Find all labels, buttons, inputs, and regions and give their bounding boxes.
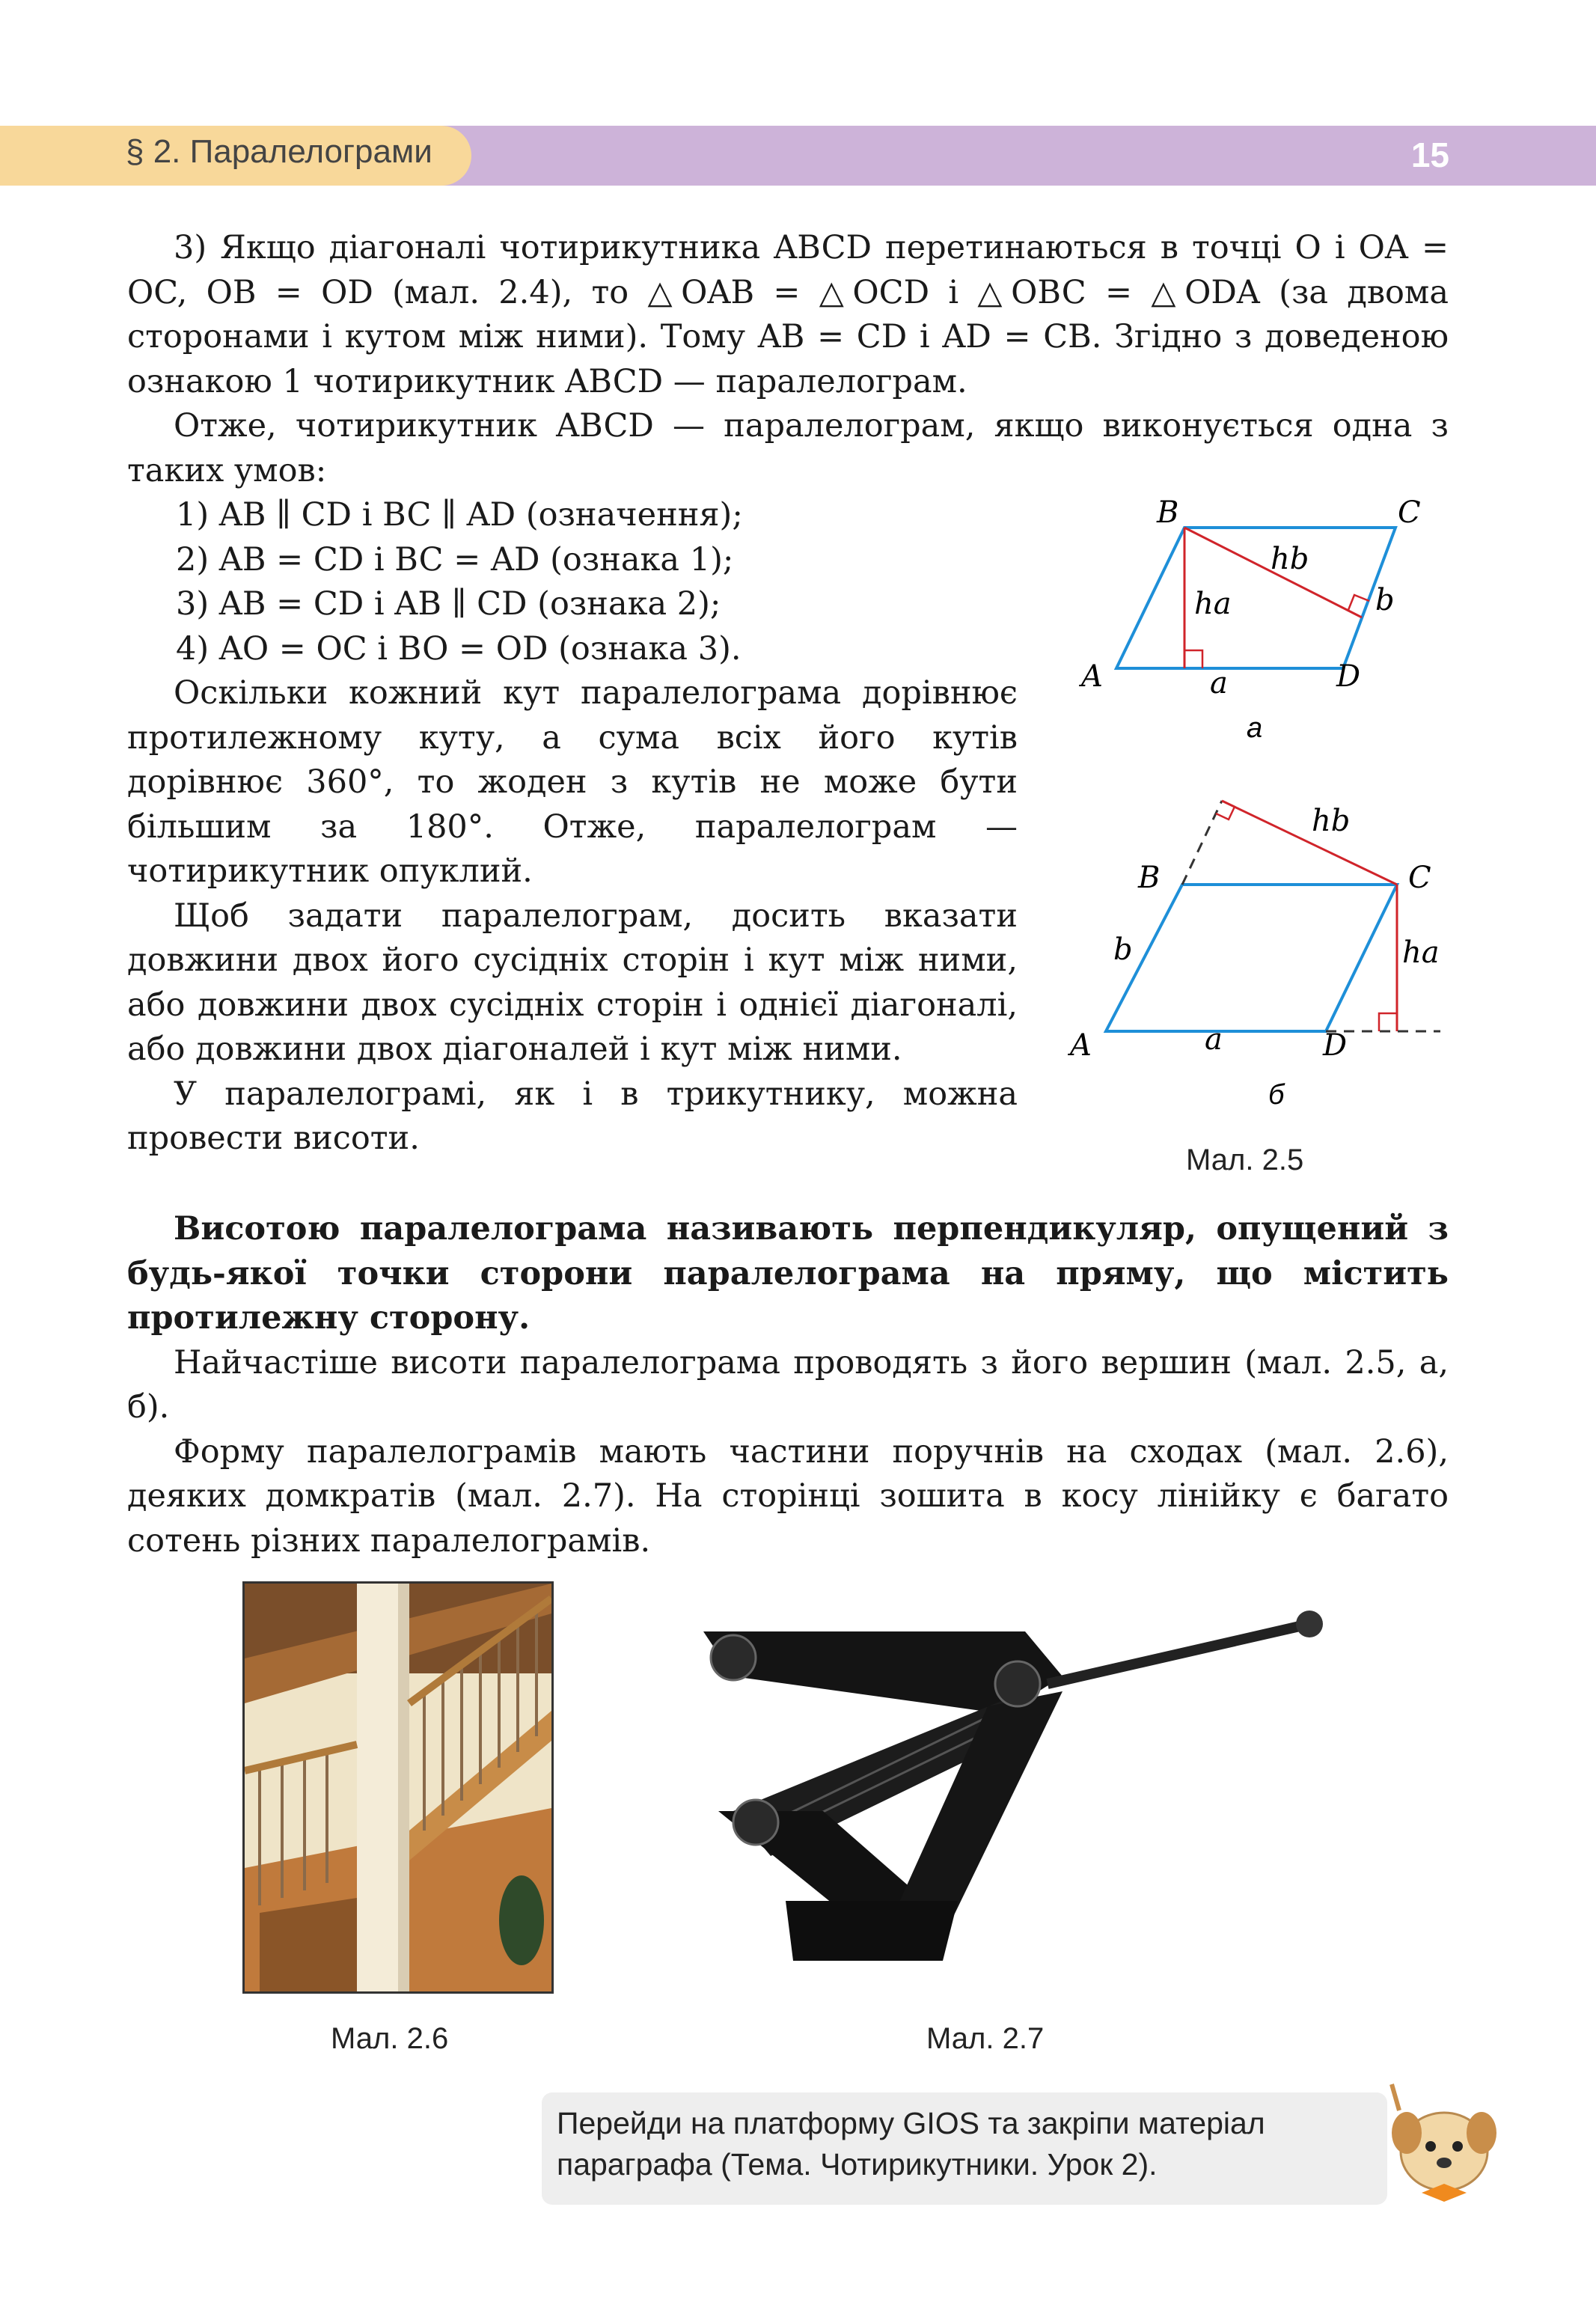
vertex-label-d: D — [1323, 1028, 1348, 1063]
paragraph-proof-3 — [127, 226, 1449, 493]
figure-2-5-a — [1063, 486, 1482, 756]
caption-fig-2-7: Мал. 2.7 — [926, 2022, 1045, 2055]
jack-handle-knob — [1296, 1611, 1323, 1637]
right-angle-mark — [1216, 807, 1235, 819]
side-label-a: a — [1205, 1022, 1223, 1057]
paragraph-conditions-intro: Отже, чотирикутник ABCD — паралелограм, якщо виконується одна з таких умов: — [127, 407, 1449, 489]
list-item: 2) AB = CD і BC = AD (ознака 1); — [176, 540, 734, 578]
figure-sublabel-b: б — [1268, 1079, 1285, 1108]
right-angle-mark — [1379, 1013, 1397, 1031]
vertex-label-b: B — [1157, 495, 1179, 530]
extension-line — [1182, 801, 1222, 885]
paragraph-heights-vertices: Найчастіше висоти паралелограма проводять з його вершин (мал. 2.5, а, б). — [127, 1343, 1449, 1426]
vertex-label-c: C — [1408, 861, 1431, 895]
vertex-label-a: A — [1081, 659, 1103, 694]
paragraph-heights-intro: У паралелограмі, як і в трикутнику, можна провести висоти. — [127, 1075, 1018, 1157]
platform-note-text: Перейди на платформу GIOS та закріпи матеріал параграфа (Тема. Чотирикутники. Урок 2). — [557, 2106, 1265, 2182]
parallelogram-abcd — [1106, 885, 1397, 1031]
jack-handle — [1048, 1624, 1309, 1684]
height-hb — [1222, 801, 1397, 885]
height-label-hb: hb — [1312, 804, 1351, 838]
height-label-ha: ha — [1402, 935, 1440, 970]
paragraph-height-definition: Висотою паралелограма називають перпендикуляр, опущений з будь-якої точки сторони паралелограма на пряму, що містить протилежну сторону. — [127, 1210, 1449, 1337]
paragraph-examples: Форму паралелограмів мають частини поручнів на сходах (мал. 2.6), деяких домкратів (мал. 2.7). На сторінці зошита в косу лінійку є багато сотень різних паралелограмів. — [127, 1432, 1449, 1560]
vertex-label-c: C — [1398, 495, 1421, 530]
figure-sublabel-a: а — [1247, 712, 1263, 744]
side-label-b: b — [1375, 583, 1395, 617]
mascot-icon — [1377, 2080, 1511, 2215]
figure-2-5-b — [1063, 786, 1482, 1108]
right-angle-mark — [1184, 650, 1202, 668]
section-title: § 2. Паралелограми — [126, 133, 432, 170]
jack-joint — [733, 1800, 778, 1845]
height-label-ha: ha — [1194, 587, 1232, 621]
vertex-label-d: D — [1336, 659, 1361, 694]
jack-joint — [995, 1661, 1040, 1706]
caption-fig-2-5: Мал. 2.5 — [1186, 1144, 1304, 1176]
jack-joint — [711, 1635, 756, 1680]
paragraph-convex: Оскільки кожний кут паралелограма дорівнює протилежному куту, а сума всіх його кутів дорівнює 360°, то жоден з кутів не може бути більшим за 180°. Отже, паралелограм — чотирикутник опуклий. — [127, 674, 1018, 890]
photo-stairs — [242, 1581, 554, 1994]
conditions-list — [176, 493, 743, 671]
list-item: 4) AO = OC і BO = OD (ознака 3). — [176, 629, 742, 668]
side-label-b: b — [1113, 932, 1133, 967]
photo-scissor-jack — [673, 1587, 1332, 1983]
jack-base — [786, 1901, 958, 1961]
page-number: 15 — [1410, 135, 1449, 174]
vertex-label-b: B — [1138, 861, 1161, 895]
lower-paragraphs — [127, 1207, 1449, 1563]
narrow-paragraphs — [127, 671, 1018, 1161]
list-item: 3) AB = CD і AB ∥ CD (ознака 2); — [176, 585, 721, 623]
paragraph-text: 3) Якщо діагоналі чотирикутника ABCD перетинаються в точці O і OA = OC, OB = OD (мал. 2.4), то △OAB = △OCD і △OBC = △ODA (за двома сторонами і кутом між ними). Тому AB = CD і AD = CB. Згідно з доведеною ознакою 1 чотирикутник ABCD — паралелограм. — [127, 229, 1449, 400]
paragraph-definition-params: Щоб задати паралелограм, досить вказати довжини двох його сусідніх сторін і кут між ними, або довжини двох сусідніх сторін і однієї діагоналі, або довжини двох діагоналей і кут між ними. — [127, 897, 1018, 1068]
side-label-a: a — [1210, 666, 1228, 700]
height-label-hb: hb — [1271, 542, 1309, 576]
list-item: 1) AB ∥ CD і BC ∥ AD (означення); — [176, 496, 743, 534]
stairs-illustration — [245, 1584, 551, 1991]
caption-fig-2-6: Мал. 2.6 — [331, 2022, 449, 2055]
vertex-label-a: A — [1070, 1028, 1092, 1063]
